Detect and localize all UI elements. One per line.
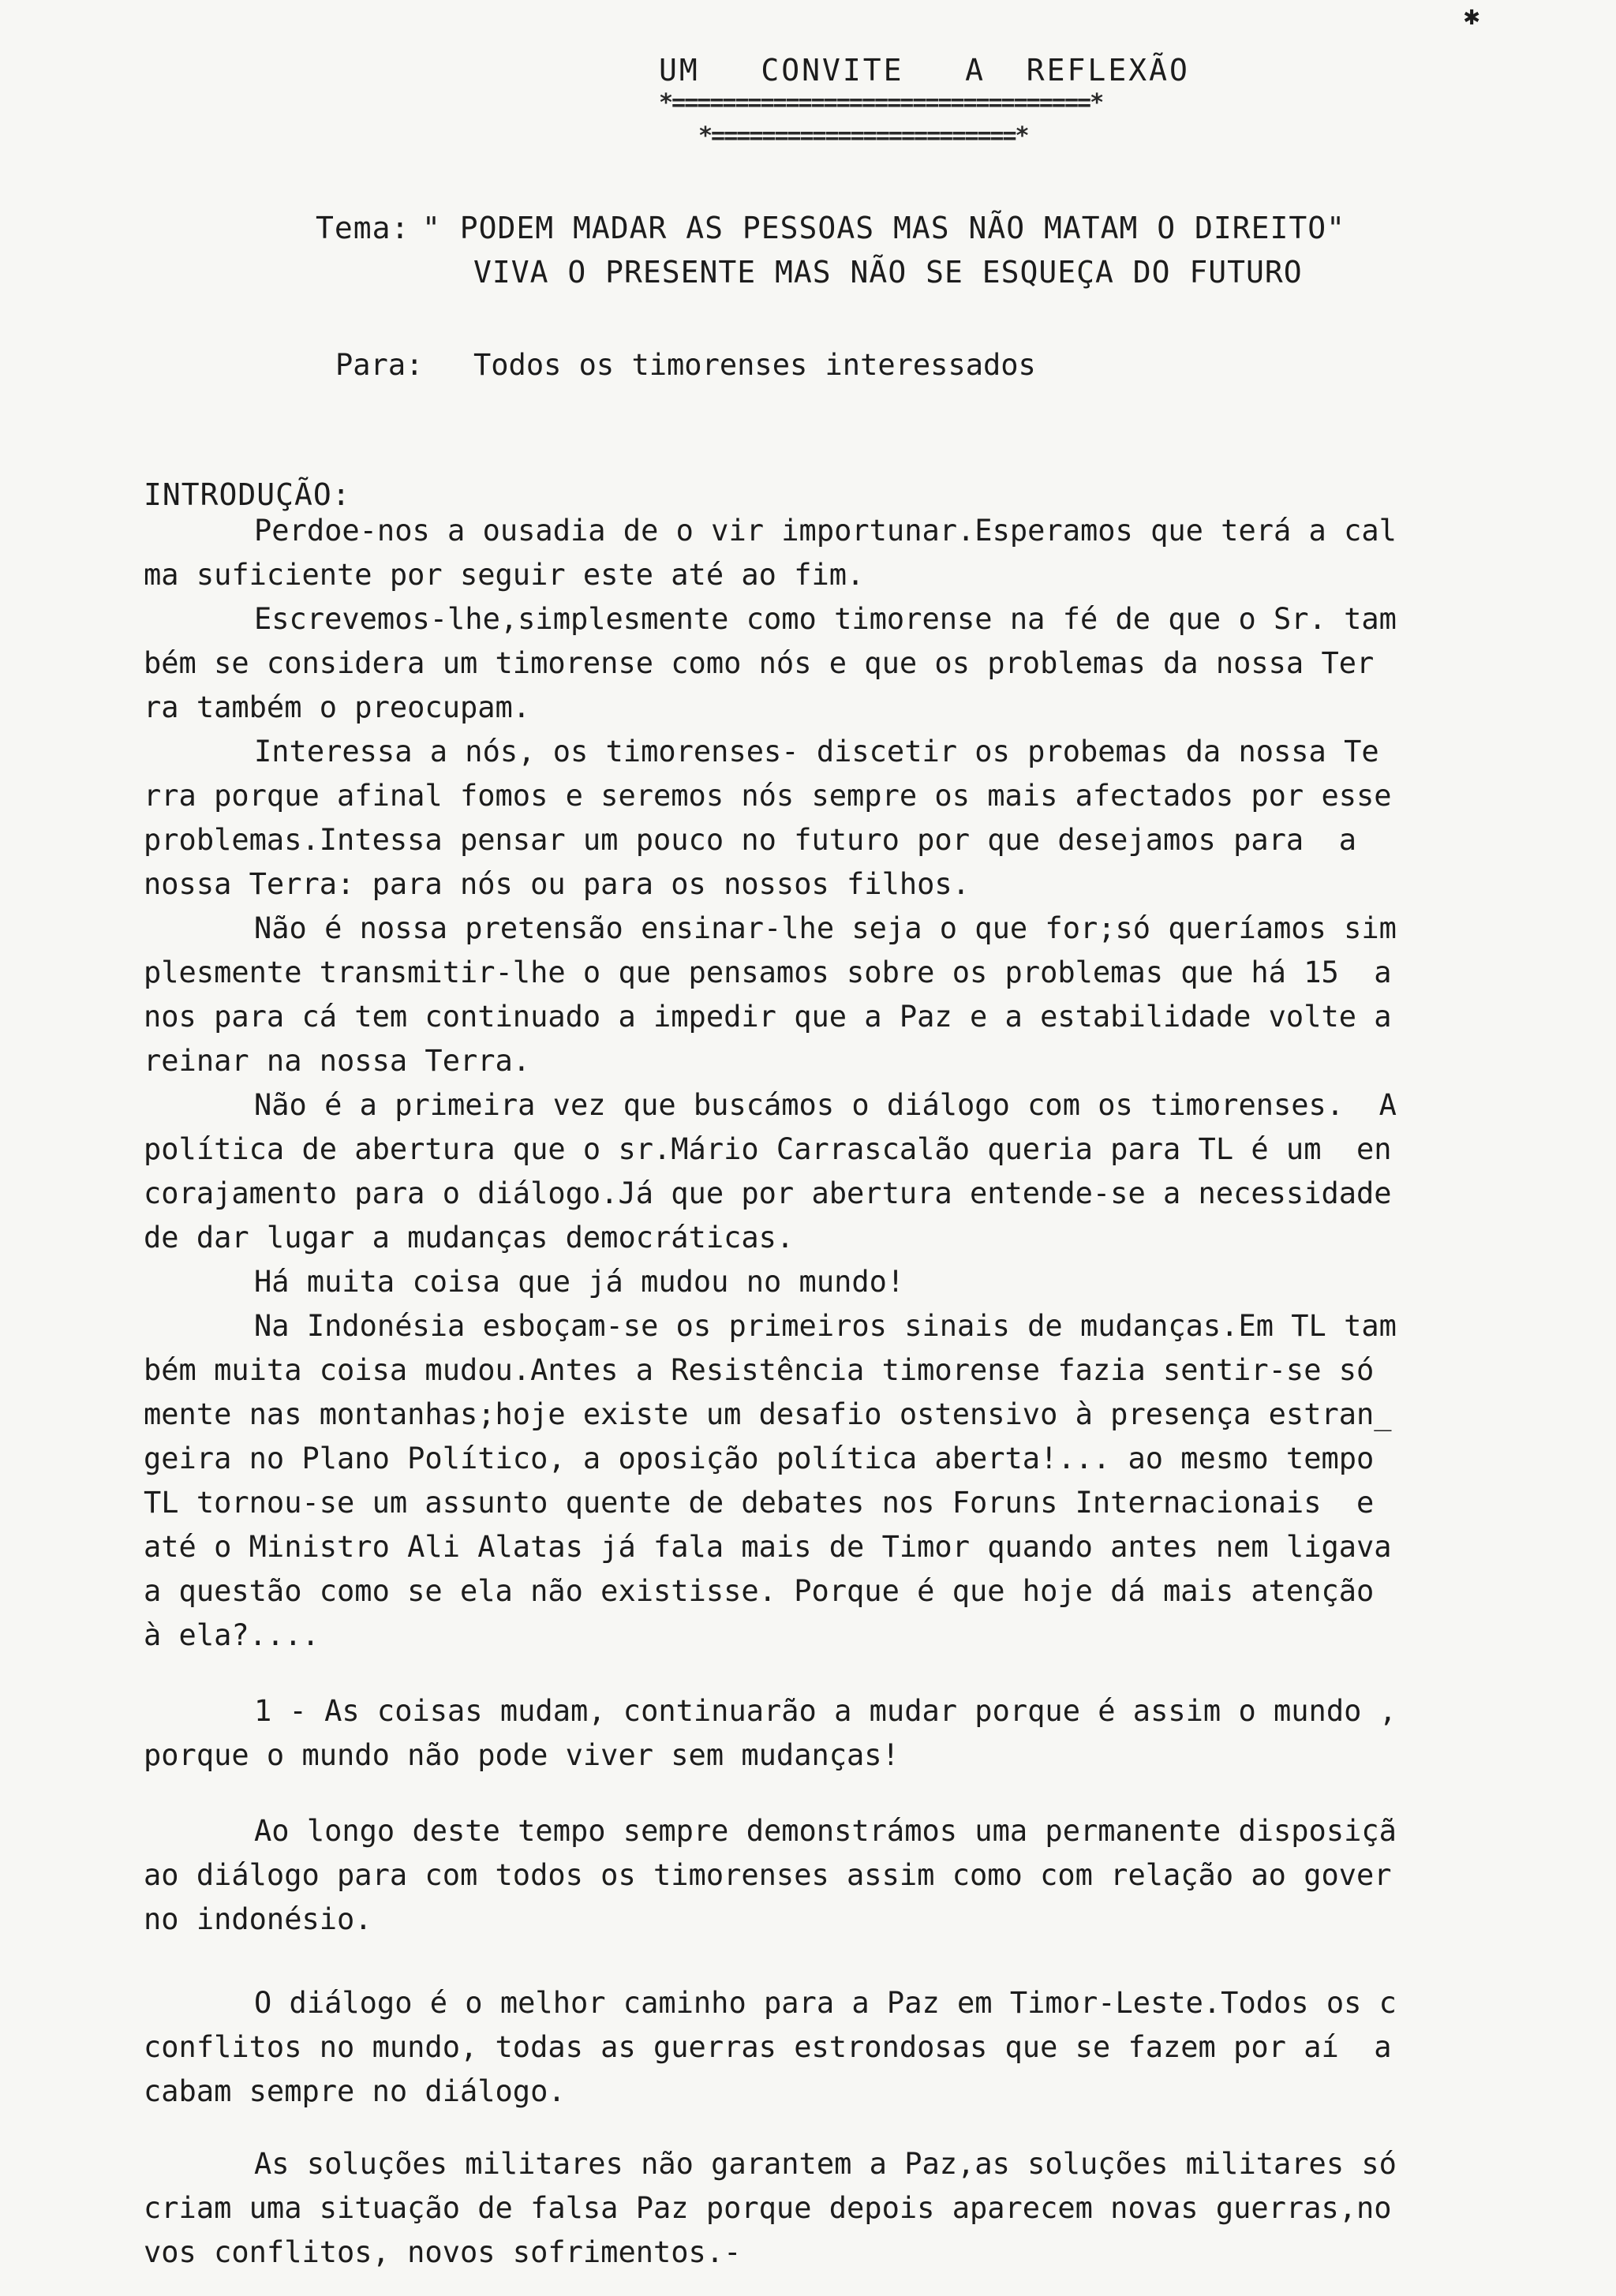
para-label: Para: xyxy=(335,348,424,382)
tema-line-1: " PODEM MADAR AS PESSOAS MAS NÃO MATAM O DIREITO" xyxy=(422,211,1346,245)
text-line: política de abertura que o sr.Mário Carrascalão queria para TL é um en xyxy=(144,1132,1392,1166)
text-line: ao diálogo para com todos os timorenses assim como com relação ao gover xyxy=(144,1858,1392,1892)
text-line: bém muita coisa mudou.Antes a Resistência timorense fazia sentir-se só xyxy=(144,1353,1375,1387)
document-title: UM CONVITE A REFLEXÃO xyxy=(659,53,1190,88)
text-line: mente nas montanhas;hoje existe um desafio ostensivo à presença estran_ xyxy=(144,1397,1392,1431)
text-line: a questão como se ela não existisse. Porque é que hoje dá mais atenção xyxy=(144,1574,1375,1608)
text-line: nos para cá tem continuado a impedir que a Paz e a estabilidade volte a xyxy=(144,1000,1392,1034)
text-line: Na Indonésia esboçam-se os primeiros sinais de mudanças.Em TL tam xyxy=(254,1309,1397,1343)
intro-heading: INTRODUÇÃO: xyxy=(144,477,351,512)
text-line: O diálogo é o melhor caminho para a Paz em Timor-Leste.Todos os c xyxy=(254,1986,1397,2020)
text-line: Ao longo deste tempo sempre demonstrámos uma permanente disposiçã xyxy=(254,1814,1397,1848)
text-line: conflitos no mundo, todas as guerras estrondosas que se fazem por aí a xyxy=(144,2030,1392,2064)
star-mark-icon: ✱ xyxy=(1464,0,1480,32)
text-line: geira no Plano Político, a oposição política aberta!... ao mesmo tempo xyxy=(144,1442,1375,1475)
text-line: problemas.Intessa pensar um pouco no futuro por que desejamos para a xyxy=(144,823,1357,857)
tema-label: Tema: xyxy=(316,211,410,245)
text-line: bém se considera um timorense como nós e que os problemas da nossa Ter xyxy=(144,646,1375,680)
text-line: corajamento para o diálogo.Já que por abertura entende-se a necessidade xyxy=(144,1176,1392,1210)
para-value: Todos os timorenses interessados xyxy=(473,348,1036,382)
tema-line-2: VIVA O PRESENTE MAS NÃO SE ESQUEÇA DO FUTURO xyxy=(473,255,1303,290)
text-line: Não é a primeira vez que buscámos o diálogo com os timorenses. A xyxy=(254,1088,1397,1122)
text-line: Não é nossa pretensão ensinar-lhe seja o que for;só queríamos sim xyxy=(254,911,1397,945)
text-line: vos conflitos, novos sofrimentos.- xyxy=(144,2235,742,2269)
text-line: criam uma situação de falsa Paz porque depois aparecem novas guerras,no xyxy=(144,2191,1392,2225)
text-line: 1 - As coisas mudam, continuarão a mudar porque é assim o mundo , xyxy=(254,1694,1397,1728)
text-line: à ela?.... xyxy=(144,1618,320,1652)
text-line: ma suficiente por seguir este até ao fim. xyxy=(144,558,865,592)
text-line: TL tornou-se um assunto quente de debates nos Foruns Internacionais e xyxy=(144,1486,1375,1520)
text-line: Interessa a nós, os timorenses- discetir os probemas da nossa Te xyxy=(254,735,1379,768)
text-line: Há muita coisa que já mudou no mundo! xyxy=(254,1265,905,1299)
text-line: porque o mundo não pode viver sem mudanças! xyxy=(144,1738,900,1772)
title-underline-2: *========================* xyxy=(698,122,1028,150)
text-line: nossa Terra: para nós ou para os nossos filhos. xyxy=(144,867,970,901)
text-line: reinar na nossa Terra. xyxy=(144,1044,531,1078)
text-line: no indonésio. xyxy=(144,1902,372,1936)
text-line: As soluções militares não garantem a Paz,as soluções militares só xyxy=(254,2147,1397,2181)
text-line: cabam sempre no diálogo. xyxy=(144,2074,566,2108)
text-line: plesmente transmitir-lhe o que pensamos sobre os problemas que há 15 a xyxy=(144,955,1392,989)
text-line: ra também o preocupam. xyxy=(144,690,531,724)
text-line: rra porque afinal fomos e seremos nós sempre os mais afectados por esse xyxy=(144,779,1392,813)
text-line: de dar lugar a mudanças democráticas. xyxy=(144,1221,795,1255)
text-line: até o Ministro Ali Alatas já fala mais de Timor quando antes nem ligava xyxy=(144,1530,1392,1564)
text-line: Perdoe-nos a ousadia de o vir importunar.Esperamos que terá a cal xyxy=(254,514,1397,548)
text-line: Escrevemos-lhe,simplesmente como timorense na fé de que o Sr. tam xyxy=(254,602,1397,636)
title-underline-1: *=================================* xyxy=(659,89,1103,117)
